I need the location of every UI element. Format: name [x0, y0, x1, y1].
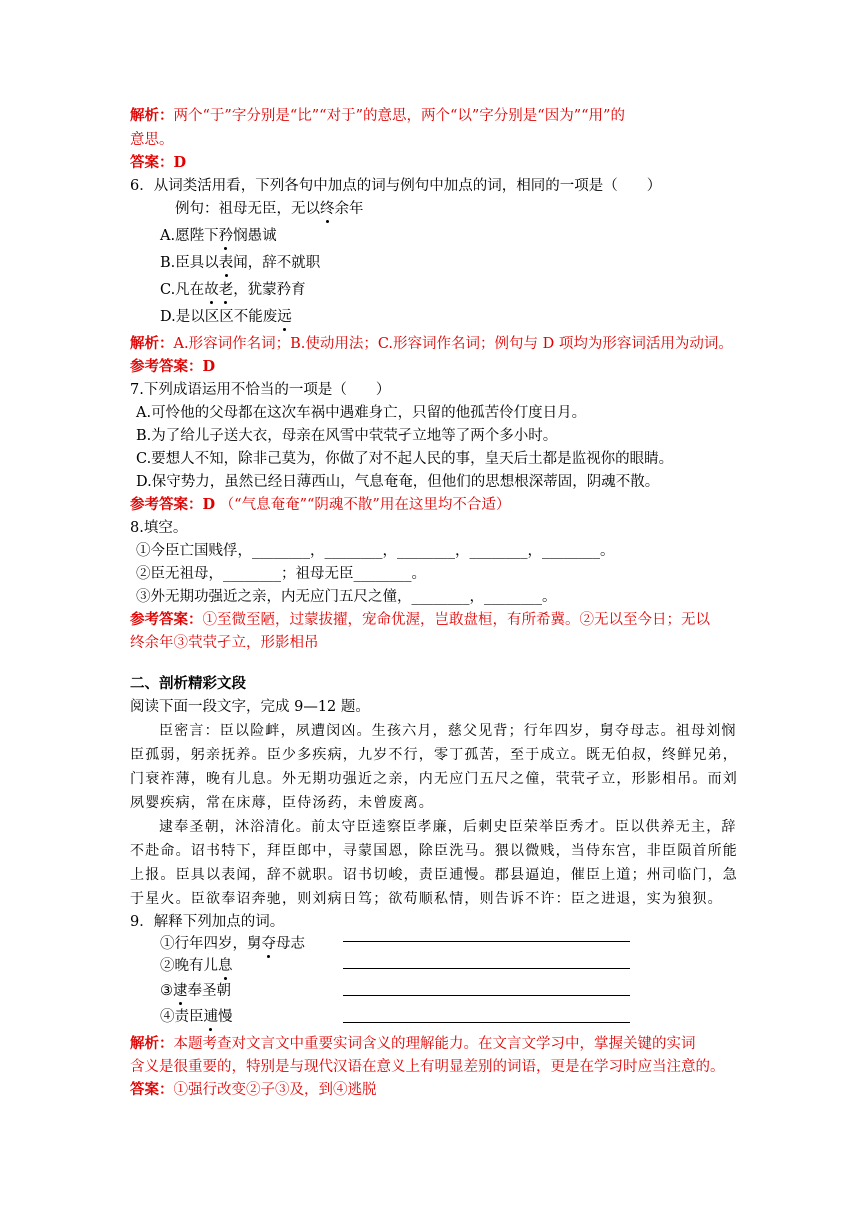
passage-line: 于星火。臣欲奉诏奔驰，则刘病日笃；欲苟顺私情，则告诉不许：臣之进退，实为狼狈。: [130, 891, 723, 907]
q9-stem: 9．解释下列加点的词。: [130, 914, 285, 930]
answer-blank-line: [343, 995, 630, 996]
q9-item-4: ④责臣逋慢: [160, 1009, 233, 1025]
q6-answer: 参考答案：D: [130, 358, 216, 375]
q6-example: 例句：祖母无臣，无以终余年: [175, 201, 364, 217]
section-intro: 阅读下面一段文字，完成 9—12 题。: [130, 699, 370, 715]
q5-analysis-line-2: 意思。: [130, 132, 174, 148]
q5-answer: 答案：D: [130, 154, 187, 171]
q9-analysis-line-1: 解析：本题考查对文言文中重要实词含义的理解能力。在文言文学习中，掌握关键的实词: [130, 1035, 696, 1052]
answer-blank-line: [343, 941, 630, 942]
passage-line: 夙婴疾病，常在床蓐，臣侍汤药，未曾废离。: [130, 795, 434, 811]
dotted-word: 矜: [218, 228, 234, 244]
q6-option-c: C.凡在故老，犹蒙矜育: [160, 282, 306, 298]
q8-answer-line-1: 参考答案：①至微至陋，过蒙拔擢，宠命优渥，岂敢盘桓，有所希冀。②无以至今日；无以: [130, 611, 710, 628]
q6-option-a: A.愿陛下矜悯愚诚: [160, 228, 277, 244]
dotted-word: 逋: [203, 1009, 218, 1025]
q7-option-b: B.为了给儿子送大衣，母亲在风雪中茕茕孑立地等了两个多小时。: [136, 428, 558, 444]
q9-item-1: ①行年四岁，舅夺母志: [160, 936, 305, 952]
q8-item-3: ③外无期功强近之亲，内无应门五尺之僮，________，________。: [136, 589, 557, 605]
dotted-word: 老: [218, 282, 234, 298]
q8-item-2: ②臣无祖母，________；祖母无臣________。: [136, 566, 426, 582]
q7-option-a: A.可怜他的父母都在这次车祸中遇难身亡，只留的他孤苦伶仃度日月。: [136, 405, 587, 421]
passage-line: 上报。臣具以表闻，辞不就职。诏书切峻，责臣逋慢。郡县逼迫，催臣上道；州司临门，急: [130, 867, 738, 883]
dotted-word: 逮: [173, 983, 188, 999]
q6-option-d: D.是以区区不能废远: [160, 309, 292, 325]
answer-blank-line: [343, 968, 630, 969]
q8-stem: 8.填空。: [130, 520, 188, 536]
answer-blank-line: [343, 1022, 630, 1023]
dotted-word: 终: [320, 201, 335, 217]
passage-line: 门衰祚薄，晚有儿息。外无期功强近之亲，内无应门五尺之僮，茕茕孑立，形影相吊。而刘: [130, 771, 738, 787]
q7-answer: 参考答案：D （“气息奄奄”“阴魂不散”用在这里均不合适）: [130, 496, 511, 513]
dotted-word: 故: [204, 282, 219, 298]
dotted-word: 远: [277, 309, 292, 325]
q7-stem: 7.下列成语运用不恰当的一项是（ ）: [130, 382, 391, 398]
q9-analysis-line-2: 含义是很重要的，特别是与现代汉语在意义上有明显差别的词语，更是在学习时应当注意的。: [130, 1059, 725, 1075]
q6-stem: 6．从词类活用看，下列各句中加点的词与例句中加点的词，相同的一项是（ ）: [130, 178, 662, 194]
q5-analysis-line-1: 解析：两个“于”字分别是“比”“对于”的意思，两个“以”字分别是“因为”“用”的: [130, 107, 625, 124]
dotted-word: 夺: [261, 936, 276, 952]
q7-option-d: D.保守势力，虽然已经日薄西山，气息奄奄，但他们的思想根深蒂固，阴魂不散。: [136, 474, 660, 490]
passage-line: 臣孤弱，躬亲抚养。臣少多疾病，九岁不行，零丁孤苦，至于成立。既无伯叔，终鲜兄弟，: [130, 747, 738, 763]
q9-item-3: ③逮奉圣朝: [160, 983, 231, 999]
q7-option-c: C.要想人不知，除非己莫为，你做了对不起人民的事，皇天后土都是监视你的眼睛。: [136, 451, 674, 467]
dotted-word: 息: [218, 958, 233, 974]
dotted-word: 表: [218, 255, 234, 271]
section-heading: 二、剖析精彩文段: [130, 675, 246, 692]
q8-answer-line-2: 终余年③茕茕孑立，形影相吊: [130, 635, 319, 651]
q6-option-b: B.臣具以表闻，辞不就职: [160, 255, 321, 271]
passage-line: 逮奉圣朝，沐浴清化。前太守臣逵察臣孝廉，后刺史臣荣举臣秀才。臣以供养无主，辞: [159, 819, 737, 835]
q9-answer: 答案：①强行改变②子③及，到④逃脱: [130, 1081, 377, 1098]
q6-analysis: 解析：A.形容词作名词；B.使动用法；C.形容词作名词；例句与 D 项均为形容词活用为动词。: [130, 335, 733, 352]
q9-item-2: ②晚有儿息: [160, 958, 233, 974]
passage-line: 不赴命。诏书特下，拜臣郎中，寻蒙国恩，除臣洗马。猥以微贱，当侍东宫，非臣陨首所能: [130, 843, 738, 859]
q8-item-1: ①今臣亡国贱俘，________，________，________，________，________。: [136, 543, 615, 559]
passage-line: 臣密言：臣以险衅，夙遭闵凶。生孩六月，慈父见背；行年四岁，舅夺母志。祖母刘悯: [159, 723, 737, 739]
